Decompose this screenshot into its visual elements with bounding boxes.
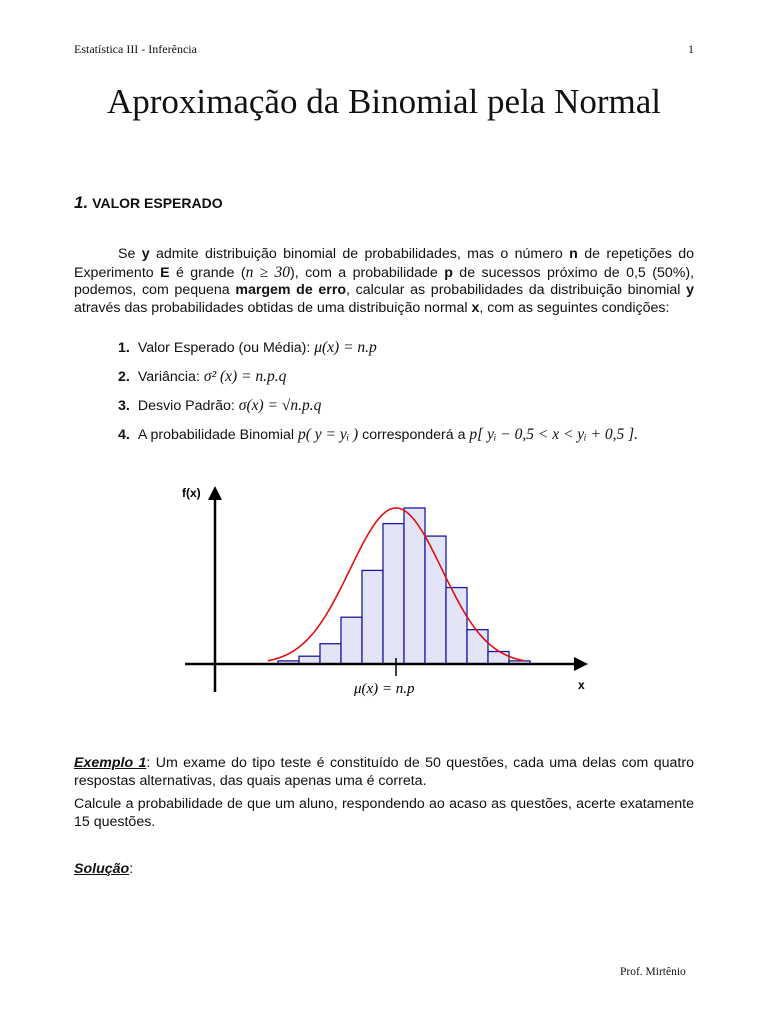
intro-text: Se bbox=[118, 246, 142, 262]
example-label: Exemplo 1 bbox=[74, 755, 147, 771]
y-axis-label: f(x) bbox=[182, 486, 201, 500]
var-p: p bbox=[444, 264, 453, 281]
running-header: Estatística III - Inferência bbox=[74, 42, 197, 56]
condition-n: n ≥ 30 bbox=[245, 263, 291, 281]
condition-label: Variância: bbox=[137, 369, 204, 385]
x-axis-arrow bbox=[574, 657, 588, 671]
margin-term: margem de erro bbox=[235, 282, 347, 298]
condition-label: Valor Esperado (ou Média): bbox=[137, 340, 315, 356]
page-title: Aproximação da Binomial pela Normal bbox=[106, 82, 661, 121]
condition-label: Desvio Padrão: bbox=[137, 398, 239, 414]
section-heading bbox=[74, 193, 223, 213]
intro-text: de repetições do Experimento bbox=[74, 246, 694, 281]
footer-author: Prof. Mirtênio bbox=[620, 966, 686, 978]
condition-number: 2. bbox=[118, 369, 130, 385]
histogram-bar bbox=[467, 630, 488, 664]
intro-text: é grande ( bbox=[169, 264, 246, 281]
formula-std-dev: σ(x) = √n.p.q bbox=[238, 397, 322, 414]
intro-text: admite distribuição binomial de probabilidades, mas o número bbox=[149, 246, 570, 262]
solution-label: Solução bbox=[74, 861, 130, 877]
var-x: x bbox=[471, 299, 480, 316]
example-question: Calcule a probabilidade de que um aluno, respondendo ao acaso as questões, acerte exatamente 15 questões. bbox=[74, 796, 694, 830]
condition-4 bbox=[118, 426, 638, 444]
histogram-bar bbox=[362, 570, 383, 664]
intro-text: , com as seguintes condições: bbox=[479, 299, 670, 316]
intro-text: , calcular as probabilidades da distribuição binomial bbox=[346, 282, 687, 298]
condition-2 bbox=[118, 368, 286, 386]
page-number: 1 bbox=[688, 42, 694, 56]
center-label: μ(x) = n.p bbox=[354, 681, 415, 697]
x-axis-label: x bbox=[578, 678, 585, 692]
y-axis-arrow bbox=[208, 486, 222, 500]
condition-1 bbox=[118, 339, 377, 357]
var-e: E bbox=[160, 264, 170, 281]
section-number: 1. bbox=[74, 193, 89, 212]
intro-text: através das probabilidades obtidas de uma distribuição normal bbox=[74, 299, 472, 316]
var-y: y bbox=[141, 246, 150, 262]
histogram-bars bbox=[278, 508, 530, 664]
histogram-bar bbox=[383, 524, 404, 664]
intro-text: ), com a probabilidade bbox=[290, 264, 445, 281]
condition-label: corresponderá a bbox=[358, 427, 470, 443]
condition-number: 3. bbox=[118, 398, 130, 414]
intro-paragraph bbox=[74, 246, 694, 317]
condition-number: 4. bbox=[118, 427, 130, 443]
condition-3 bbox=[118, 397, 321, 415]
condition-label: A probabilidade Binomial bbox=[137, 427, 298, 443]
var-y: y bbox=[686, 282, 695, 298]
formula-variance: σ² (x) = n.p.q bbox=[203, 368, 287, 385]
formula-binomial-prob: p( y = yᵢ ) bbox=[297, 426, 359, 443]
example-text: : Um exame do tipo teste é constituído de 50 questões, cada uma delas com quatro respostas alternativas, das quais apenas uma é correta. bbox=[74, 755, 694, 789]
example-statement bbox=[74, 755, 694, 790]
var-n: n bbox=[569, 246, 578, 262]
section-title: VALOR ESPERADO bbox=[92, 195, 223, 211]
formula-normal-interval: p[ yᵢ − 0,5 < x < yᵢ + 0,5 ]. bbox=[469, 426, 638, 443]
normal-approximation-chart bbox=[180, 482, 600, 702]
histogram-bar bbox=[341, 617, 362, 664]
condition-number: 1. bbox=[118, 340, 130, 356]
histogram-bar bbox=[320, 644, 341, 664]
solution-heading bbox=[74, 861, 133, 877]
intro-text: de sucessos próximo de 0,5 (50%), podemos, com pequena bbox=[74, 264, 695, 298]
solution-colon: : bbox=[129, 861, 134, 877]
histogram-bar bbox=[488, 652, 509, 664]
formula-mean: μ(x) = n.p bbox=[314, 339, 377, 356]
